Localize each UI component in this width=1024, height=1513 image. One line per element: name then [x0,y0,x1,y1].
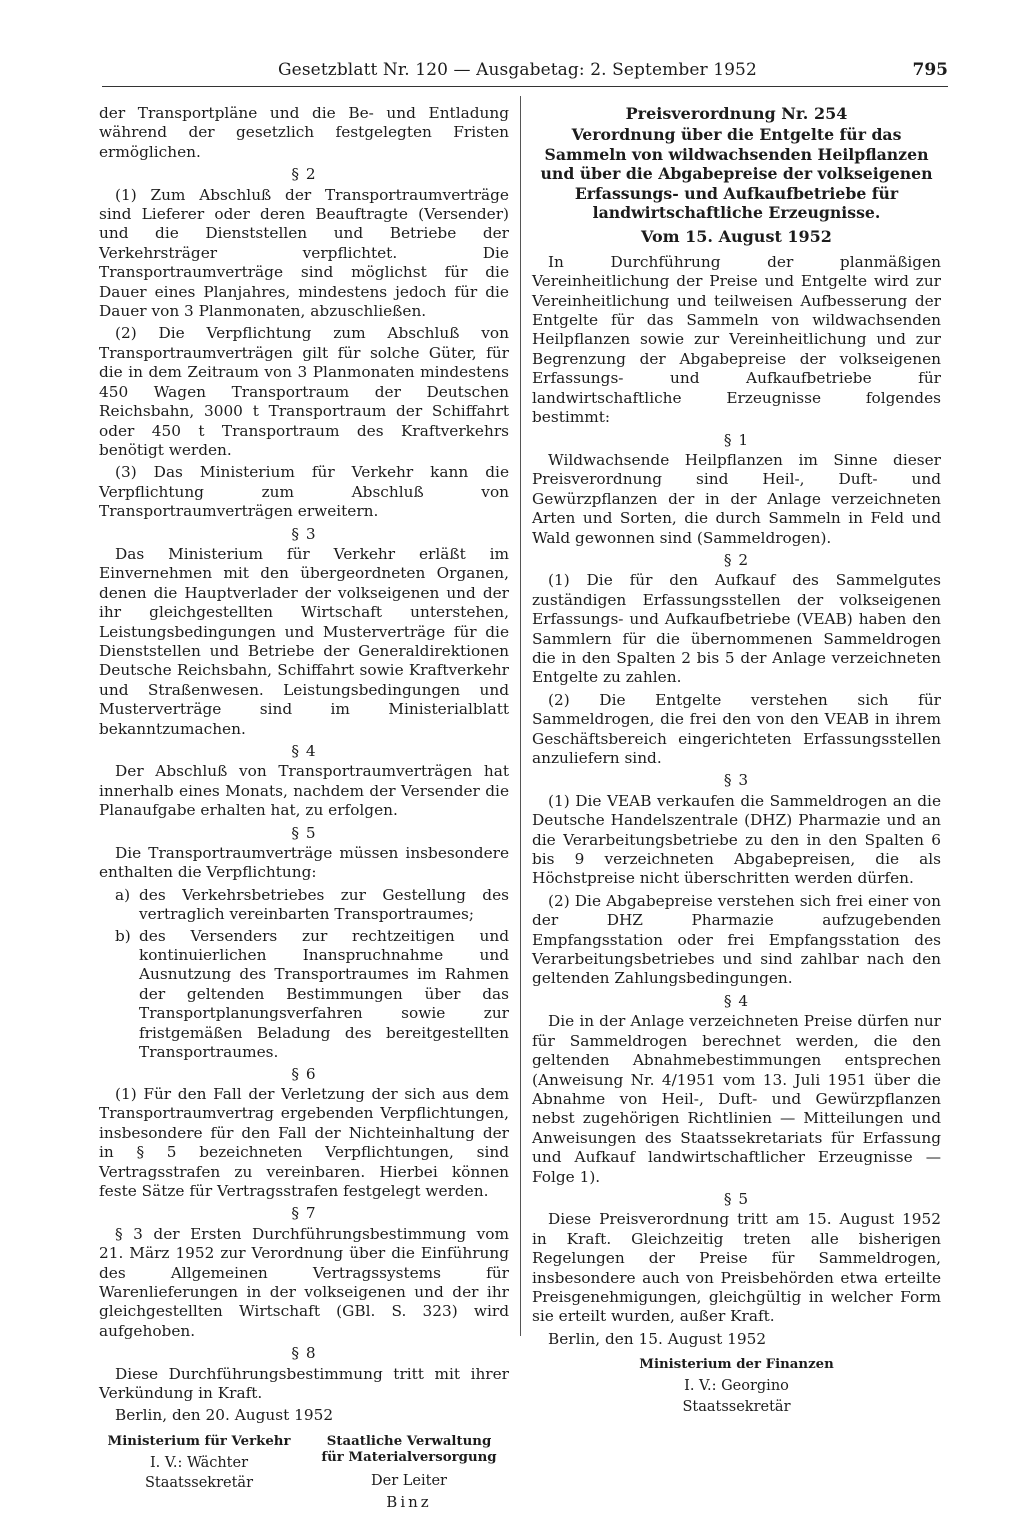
section-heading-8: § 8 [291,1344,317,1363]
signature-name: Binz [386,1493,432,1512]
section-heading-1: § 1 [723,430,750,449]
paragraph: (1) Für den Fall der Verletzung der sich aus dem Transportraumvertrag ergebenden Verpflichtungen, insbesondere für den Fall der Nichteinhaltung der in § 5 bezeichneten Verpflichtungen, sind Vertragsstrafen zu vereinbaren. Hierbei können feste Sätze für Vertragsstrafen festgelegt werden. [99,1084,509,1200]
paragraph: Diese Durchführungsbestimmung tritt mit ihrer Verkündung in Kraft. [99,1364,509,1402]
signature-block-finance [532,1357,941,1417]
section-heading-4: § 4 [723,991,750,1010]
list-item-text: des Verkehrsbetriebes zur Gestellung des vertraglich vereinbarten Transportraumes; [139,885,509,924]
list-item-label: b) [115,926,131,945]
signature-authority: Ministerium für Verkehr [107,1433,291,1449]
section-heading-5: § 5 [291,823,317,842]
regulation-date: Vom 15. August 1952 [641,227,832,247]
paragraph: § 3 der Ersten Durchführungsbestimmung vom 21. März 1952 zur Verordnung über die Einführung des Allgemeinen Vertragssystems für Warenlieferungen in der volkseigenen und der ihr gleichgestellten Wirtschaft (GBl. S. 323) wird aufgehoben. [99,1224,509,1340]
section-heading-7: § 7 [291,1204,317,1223]
paragraph: Der Abschluß von Transportraumverträgen hat innerhalb eines Monats, nachdem der Versender die Planaufgabe erhalten hat, zu erfolgen. [99,762,509,820]
signature-role: Der Leiter [371,1472,447,1489]
gazette-issue-title: Gesetzblatt Nr. 120 — Ausgabetag: 2. September 1952 [278,60,757,80]
section-heading-2: § 2 [723,550,750,569]
signature-row [99,1434,509,1513]
paragraph: Das Ministerium für Verkehr erläßt im Einvernehmen mit den übergeordneten Organen, denen die Hauptverlader der volkseigenen und der ihr gleichgestellten Wirtschaft unterstehen, Leistungsbedingungen und Musterverträge für die Dienststellen und Betriebe der Generaldirektionen Deutsche Reichsbahn, Schiffahrt sowie Kraftverkehr und Straßenwesen. Leistungsbedingungen und Musterverträge sind im Ministerialblatt bekanntzumachen. [99,544,509,738]
signature-name: I. V.: Georgino [684,1378,789,1395]
list-item [99,886,509,925]
section-heading-3: § 3 [723,771,750,790]
right-column [532,104,941,1417]
paragraph: Die in der Anlage verzeichneten Preise dürfen nur für Sammeldrogen berechnet werden, die den geltenden Abnahmebestimmungen entsprechen (Anweisung Nr. 4/1951 vom 13. Juli 1951 über die Abnahme von Heil-, Duft- und Gewürzpflanzen nebst zugehörigen Richtlinien — Mitteilungen und Anweisungen des Staatssekretariats für Erfassung und Aufkauf landwirtschaftlicher Erzeugnisse — Folge 1). [532,1012,941,1186]
continued-paragraph: der Transportpläne und die Be- und Entladung während der gesetzlich festgelegten Fristen ermöglichen. [99,104,509,161]
page-number: 795 [912,60,948,80]
signature-role: Staatssekretär [682,1398,791,1415]
paragraph: (2) Die Abgabepreise verstehen sich frei einer von der DHZ Pharmazie aufzugebenden Empfangsstation oder frei Empfangsstation des Verarbeitungsbetriebes und sind zahlbar nach den geltenden Zahlungsbedingungen. [532,891,941,988]
left-column [99,104,509,1513]
paragraph: (1) Zum Abschluß der Transportraumverträge sind Lieferer oder deren Beauftragte (Versender) und die Dienststellen und Betriebe der Verkehrsträger verpflichtet. Die Transportraumverträge sind möglichst für die Dauer eines Planjahres, mindestens jedoch für die Dauer von 3 Planmonaten, abzuschließen. [99,185,509,321]
obligation-list [99,886,509,1063]
signature-authority: Ministerium der Finanzen [639,1357,834,1373]
signature-name: I. V.: Wächter [149,1454,249,1471]
regulation-number: Preisverordnung Nr. 254 [625,104,848,123]
signature-authority: für Materialversorgung [321,1449,497,1465]
section-heading-6: § 6 [291,1064,317,1083]
section-heading-3: § 3 [291,524,317,543]
paragraph: (3) Das Ministerium für Verkehr kann die Verpflichtung zum Abschluß von Transportraumverträgen erweitern. [99,463,509,521]
signature-authority: Staatliche Verwaltung [326,1433,492,1449]
paragraph: (2) Die Entgelte verstehen sich für Sammeldrogen, die frei den von den VEAB in ihrem Geschäftsbereich eingerichteten Erfassungsstellen anzuliefern sind. [532,690,941,767]
place-and-date: Berlin, den 15. August 1952 [548,1329,767,1348]
paragraph: Wildwachsende Heilpflanzen im Sinne dieser Preisverordnung sind Heil-, Duft- und Gewürzpflanzen der in der Anlage verzeichneten Arten und Sorten, die durch Sammeln in Feld und Wald gewonnen sind (Sammeldrogen). [532,450,941,547]
paragraph: Die Transportraumverträge müssen insbesondere enthalten die Verpflichtung: [99,844,509,882]
paragraph: (1) Die für den Aufkauf des Sammelgutes zuständigen Erfassungsstellen der volkseigenen Erfassungs- und Aufkaufbetriebe (VEAB) haben den Sammlern für die übernommenen Sammeldrogen die in den Spalten 2 bis 5 der Anlage verzeichneten Entgelte zu zahlen. [532,571,941,687]
signature-block-materials [309,1434,509,1513]
page-header [0,0,1024,88]
section-heading-5: § 5 [723,1189,750,1208]
column-divider [520,96,521,1336]
list-item-text: des Versenders zur rechtzeitigen und kontinuierlichen Inanspruchnahme und Ausnutzung des Transportraumes im Rahmen der geltenden Bestimmungen über das Transportplanungsverfahren sowie zur fristgemäßen Beladung des bereitgestellten Transportraumes. [139,926,509,1062]
list-item-label: a) [115,885,131,904]
paragraph: (1) Die VEAB verkaufen die Sammeldrogen an die Deutsche Handelszentrale (DHZ) Pharmazie und an die Verarbeitungsbetriebe zu den in den Spalten 6 bis 9 verzeichneten Abgabepreisen, die als Höchstpreise nicht überschritten werden dürfen. [532,791,941,888]
list-item [99,927,509,1063]
paragraph: (2) Die Verpflichtung zum Abschluß von Transportraumverträgen gilt für solche Güter, für die in dem Zeitraum von 3 Planmonaten mindestens 450 Wagen Transportraum der Deutschen Reichsbahn, 3000 t Transportraum der Schiffahrt oder 450 t Transportraum des Kraftverkehrs benötigt werden. [99,324,509,459]
signature-block-transport [99,1434,299,1513]
section-heading-2: § 2 [291,165,317,184]
paragraph: Diese Preisverordnung tritt am 15. August 1952 in Kraft. Gleichzeitig treten alle bisherigen Regelungen der Preise für Sammeldrogen, insbesondere auch von Preisbehörden etwa erteilte Preisgenehmigungen, gleichgültig in welcher Form sie erteilt wurden, außer Kraft. [532,1210,941,1326]
header-rule [102,86,948,87]
regulation-title-block [532,104,941,247]
preamble: In Durchführung der planmäßigen Vereinheitlichung der Preise und Entgelte wird zur Vereinheitlichung und teilweisen Aufbesserung der Entgelte für das Sammeln von wildwachsenden Heilpflanzen sowie zur Vereinheitlichung und zur Begrenzung der Abgabepreise der volkseigenen Erfassungs- und Aufkaufbetriebe für landwirtschaftliche Erzeugnisse folgendes bestimmt: [532,252,941,427]
regulation-title: Verordnung über die Entgelte für das Sammeln von wildwachsenden Heilpflanzen und über die Abgabepreise der volkseigenen Erfassungs- und Aufkaufbetriebe für landwirtschaftliche Erzeugnisse. [540,125,933,223]
section-heading-4: § 4 [291,742,317,760]
place-and-date: Berlin, den 20. August 1952 [115,1406,334,1425]
signature-role: Staatssekretär [144,1475,254,1492]
